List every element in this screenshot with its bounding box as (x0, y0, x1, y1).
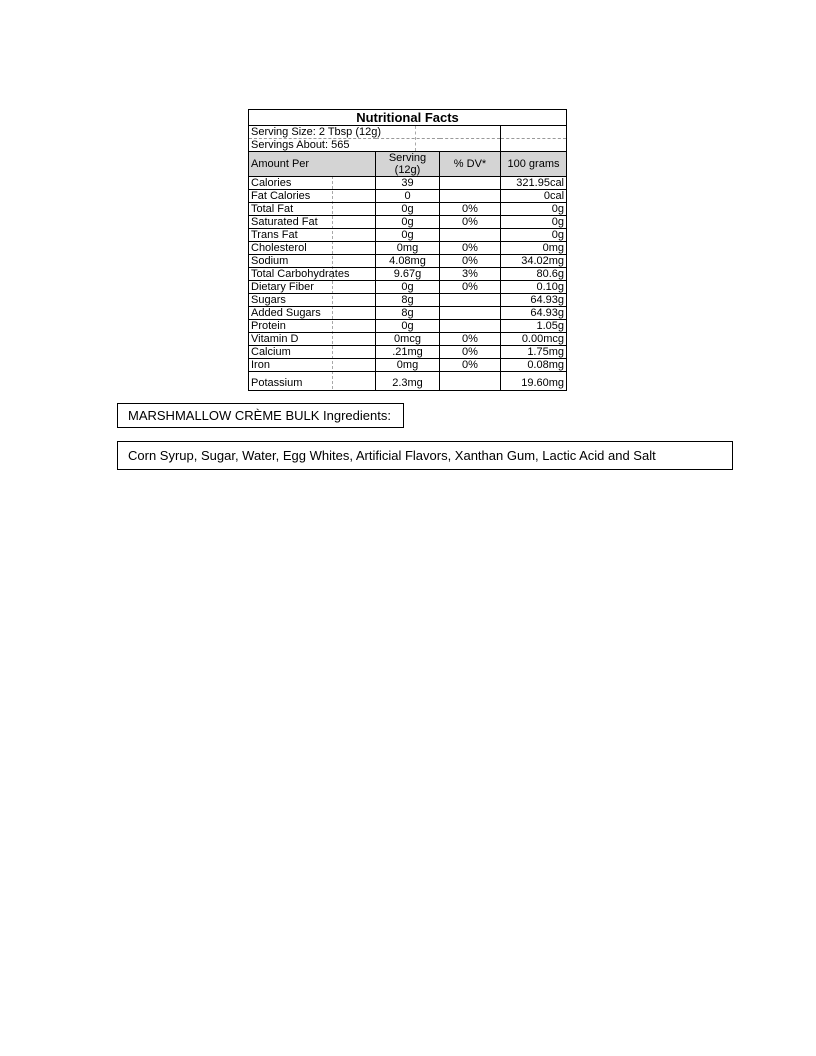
col-header-amount-per: Amount Per (249, 152, 376, 177)
nutrition-table (248, 109, 567, 391)
dv-value: 0% (440, 203, 501, 216)
table-row-dietary-fiber (249, 281, 567, 294)
nutrient-label: Iron (249, 359, 376, 372)
dv-value: 0% (440, 359, 501, 372)
nutrient-label: Potassium (249, 372, 376, 391)
serving-value: 0g (376, 320, 440, 333)
dv-value (440, 229, 501, 242)
serving-value: 9.67g (376, 268, 440, 281)
dv-value (440, 307, 501, 320)
nutrient-label: Cholesterol (249, 242, 376, 255)
table-row-added-sugars (249, 307, 567, 320)
servings-about-text: Servings About: 565 (249, 139, 501, 152)
serving-value: 0mcg (376, 333, 440, 346)
serving-value: 2.3mg (376, 372, 440, 391)
dv-value (440, 294, 501, 307)
serving-value: 0 (376, 190, 440, 203)
ingredients-header-text: MARSHMALLOW CRÈME BULK Ingredients: (128, 408, 391, 423)
servings-about-empty-cell (501, 139, 567, 152)
serving-value: 4.08mg (376, 255, 440, 268)
table-row-vitamin-d (249, 333, 567, 346)
ingredients-list-text: Corn Syrup, Sugar, Water, Egg Whites, Artificial Flavors, Xanthan Gum, Lactic Acid and Salt (128, 448, 656, 463)
nutrient-label: Trans Fat (249, 229, 376, 242)
serving-value: 39 (376, 177, 440, 190)
ingredients-list-box (117, 441, 733, 470)
per100g-value: 0.10g (501, 281, 567, 294)
dv-value: 0% (440, 346, 501, 359)
table-row-sugars (249, 294, 567, 307)
serving-size-empty-cell (501, 126, 567, 139)
dv-value (440, 372, 501, 391)
dv-value (440, 190, 501, 203)
table-title-row (249, 110, 567, 126)
table-row-calories (249, 177, 567, 190)
serving-value: 0g (376, 216, 440, 229)
column-header-row (249, 152, 567, 177)
serving-value: 0g (376, 203, 440, 216)
nutrient-label: Dietary Fiber (249, 281, 376, 294)
nutrient-label: Saturated Fat (249, 216, 376, 229)
table-row-iron (249, 359, 567, 372)
dv-value: 0% (440, 255, 501, 268)
serving-value: 0mg (376, 242, 440, 255)
serving-size-text: Serving Size: 2 Tbsp (12g) (249, 126, 501, 139)
nutrient-label: Fat Calories (249, 190, 376, 203)
dv-value: 0% (440, 216, 501, 229)
col-header-serving (376, 152, 440, 177)
nutrient-label: Sugars (249, 294, 376, 307)
nutrition-facts-table (248, 109, 566, 391)
nutrient-label: Vitamin D (249, 333, 376, 346)
col-header-100-grams: 100 grams (501, 152, 567, 177)
per100g-value: 0g (501, 229, 567, 242)
col-header-dv: % DV* (440, 152, 501, 177)
per100g-value: 0cal (501, 190, 567, 203)
nutrient-label: Added Sugars (249, 307, 376, 320)
serving-value: 0g (376, 281, 440, 294)
table-row-cholesterol (249, 242, 567, 255)
table-row-total-fat (249, 203, 567, 216)
table-row-fat-calories (249, 190, 567, 203)
serving-value: .21mg (376, 346, 440, 359)
nutrient-label: Calories (249, 177, 376, 190)
dv-value: 3% (440, 268, 501, 281)
dv-value: 0% (440, 242, 501, 255)
table-row-total-carbohydrates (249, 268, 567, 281)
ingredients-header-box (117, 403, 404, 428)
nutrient-label: Sodium (249, 255, 376, 268)
nutrient-label: Calcium (249, 346, 376, 359)
serving-value: 0g (376, 229, 440, 242)
dv-value: 0% (440, 281, 501, 294)
per100g-value: 321.95cal (501, 177, 567, 190)
per100g-value: 19.60mg (501, 372, 567, 391)
serving-value: 8g (376, 307, 440, 320)
dv-value (440, 177, 501, 190)
per100g-value: 0mg (501, 242, 567, 255)
table-row-sodium (249, 255, 567, 268)
col-header-serving-line1: Serving (388, 152, 427, 164)
per100g-value: 64.93g (501, 307, 567, 320)
table-row-potassium (249, 372, 567, 391)
table-row-saturated-fat (249, 216, 567, 229)
nutrient-label: Total Carbohydrates (249, 268, 376, 281)
col-header-serving-line2: (12g) (394, 164, 421, 176)
nutrient-label: Total Fat (249, 203, 376, 216)
per100g-value: 1.05g (501, 320, 567, 333)
per100g-value: 80.6g (501, 268, 567, 281)
dv-value: 0% (440, 333, 501, 346)
servings-about-row (249, 139, 567, 152)
table-row-protein (249, 320, 567, 333)
serving-value: 8g (376, 294, 440, 307)
per100g-value: 0g (501, 203, 567, 216)
table-title: Nutritional Facts (249, 110, 567, 126)
per100g-value: 64.93g (501, 294, 567, 307)
table-row-trans-fat (249, 229, 567, 242)
per100g-value: 1.75mg (501, 346, 567, 359)
serving-value: 0mg (376, 359, 440, 372)
per100g-value: 0.00mcg (501, 333, 567, 346)
dv-value (440, 320, 501, 333)
nutrient-label: Protein (249, 320, 376, 333)
per100g-value: 0g (501, 216, 567, 229)
per100g-value: 0.08mg (501, 359, 567, 372)
serving-size-row (249, 126, 567, 139)
per100g-value: 34.02mg (501, 255, 567, 268)
table-row-calcium (249, 346, 567, 359)
